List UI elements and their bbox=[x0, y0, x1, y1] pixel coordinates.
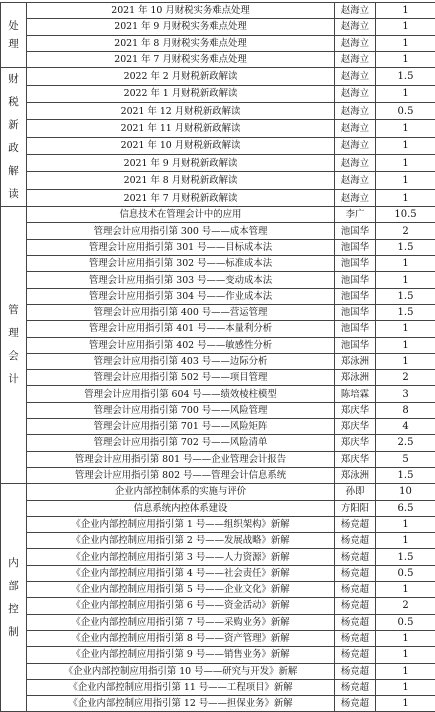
table-row bbox=[1, 223, 435, 239]
hours-cell: 6.5 bbox=[376, 500, 435, 516]
hours-cell: 1 bbox=[376, 51, 435, 67]
course-name-cell: 2022 年 2 月财税新政解读 bbox=[27, 68, 335, 85]
table-row bbox=[1, 239, 435, 255]
teacher-cell: 赵海立 bbox=[335, 51, 376, 67]
course-name-cell: 《企业内部控制应用指引第 6 号——资金活动》新解 bbox=[27, 598, 335, 614]
teacher-cell: 赵海立 bbox=[335, 3, 376, 19]
hours-cell: 1.5 bbox=[376, 288, 435, 304]
hours-cell: 10.5 bbox=[376, 207, 435, 223]
course-name-cell: 《企业内部控制应用指引第 2 号——发展战略》新解 bbox=[27, 533, 335, 549]
course-name-cell: 2021 年 9 月财税新政解读 bbox=[27, 155, 335, 172]
hours-cell: 5 bbox=[376, 451, 435, 467]
table-row bbox=[1, 102, 435, 119]
category-label: 内部控制 bbox=[8, 552, 19, 644]
course-name-cell: 管理会计应用指引第 701 号——风险矩阵 bbox=[27, 419, 335, 435]
hours-cell: 1 bbox=[376, 630, 435, 646]
course-name-cell: 2021 年 7 月财税实务难点处理 bbox=[27, 51, 335, 67]
course-name-cell: 2021 年 10 月财税实务难点处理 bbox=[27, 3, 335, 19]
teacher-cell: 赵海立 bbox=[335, 85, 376, 102]
teacher-cell: 杨竞超 bbox=[335, 582, 376, 598]
course-name-cell: 管理会计应用指引第 304 号——作业成本法 bbox=[27, 288, 335, 304]
hours-cell: 1 bbox=[376, 137, 435, 154]
teacher-cell: 池国华 bbox=[335, 337, 376, 353]
category-cell bbox=[1, 68, 27, 207]
course-name-cell: 管理会计应用指引第 300 号——成本管理 bbox=[27, 223, 335, 239]
hours-cell: 2 bbox=[376, 598, 435, 614]
table-row bbox=[1, 598, 435, 614]
category-label: 管理会计 bbox=[8, 299, 19, 391]
course-name-cell: 管理会计应用指引第 400 号——营运管理 bbox=[27, 304, 335, 320]
hours-cell: 0.5 bbox=[376, 614, 435, 630]
table-row bbox=[1, 68, 435, 85]
teacher-cell: 郑庆华 bbox=[335, 402, 376, 418]
hours-cell: 1 bbox=[376, 155, 435, 172]
table-row bbox=[1, 484, 435, 500]
table-row bbox=[1, 137, 435, 154]
table-row bbox=[1, 467, 435, 483]
course-name-cell: 《企业内部控制应用指引第 3 号——人力资源》新解 bbox=[27, 549, 335, 565]
table-row bbox=[1, 500, 435, 516]
course-name-cell: 《企业内部控制应用指引第 5 号——企业文化》新解 bbox=[27, 582, 335, 598]
course-name-cell: 管理会计应用指引第 302 号——标准成本法 bbox=[27, 256, 335, 272]
hours-cell: 2.5 bbox=[376, 435, 435, 451]
hours-cell: 1 bbox=[376, 85, 435, 102]
table-row bbox=[1, 614, 435, 630]
course-name-cell: 2021 年 10 月财税新政解读 bbox=[27, 137, 335, 154]
course-name-cell: 管理会计应用指引第 700 号——风险管理 bbox=[27, 402, 335, 418]
course-name-cell: 信息系统内控体系建设 bbox=[27, 500, 335, 516]
teacher-cell: 杨竞超 bbox=[335, 696, 376, 712]
table-row bbox=[1, 549, 435, 565]
teacher-cell: 方阳阳 bbox=[335, 500, 376, 516]
table-row bbox=[1, 565, 435, 581]
hours-cell: 0.5 bbox=[376, 565, 435, 581]
teacher-cell: 赵海立 bbox=[335, 137, 376, 154]
teacher-cell: 池国华 bbox=[335, 223, 376, 239]
hours-cell: 1.5 bbox=[376, 549, 435, 565]
table-row bbox=[1, 207, 435, 223]
course-name-cell: 《企业内部控制应用指引第 4 号——社会责任》新解 bbox=[27, 565, 335, 581]
hours-cell: 1 bbox=[376, 696, 435, 712]
teacher-cell: 池国华 bbox=[335, 321, 376, 337]
category-cell bbox=[1, 3, 27, 68]
hours-cell: 1 bbox=[376, 353, 435, 369]
hours-cell: 1 bbox=[376, 120, 435, 137]
table-row bbox=[1, 663, 435, 679]
course-name-cell: 管理会计应用指引第 802 号——管理会计信息系统 bbox=[27, 467, 335, 483]
table-row bbox=[1, 419, 435, 435]
teacher-cell: 赵海立 bbox=[335, 172, 376, 189]
hours-cell: 1 bbox=[376, 321, 435, 337]
table-row bbox=[1, 402, 435, 418]
hours-cell: 1 bbox=[376, 533, 435, 549]
table-row bbox=[1, 679, 435, 695]
table-row bbox=[1, 35, 435, 51]
course-name-cell: 管理会计应用指引第 401 号——本量利分析 bbox=[27, 321, 335, 337]
hours-cell: 1 bbox=[376, 647, 435, 663]
hours-cell: 3 bbox=[376, 386, 435, 402]
table-row bbox=[1, 120, 435, 137]
table-row bbox=[1, 85, 435, 102]
hours-cell: 1 bbox=[376, 3, 435, 19]
teacher-cell: 杨竞超 bbox=[335, 647, 376, 663]
teacher-cell: 杨竞超 bbox=[335, 516, 376, 532]
table-row bbox=[1, 172, 435, 189]
teacher-cell: 郑泳洲 bbox=[335, 467, 376, 483]
category-label: 财税新政解读 bbox=[8, 68, 19, 206]
course-name-cell: 管理会计应用指引第 402 号——敏感性分析 bbox=[27, 337, 335, 353]
teacher-cell: 池国华 bbox=[335, 304, 376, 320]
course-table-body bbox=[1, 3, 435, 712]
course-name-cell: 2021 年 8 月财税新政解读 bbox=[27, 172, 335, 189]
hours-cell: 8 bbox=[376, 402, 435, 418]
hours-cell: 10 bbox=[376, 484, 435, 500]
teacher-cell: 陈培霖 bbox=[335, 386, 376, 402]
table-row bbox=[1, 272, 435, 288]
teacher-cell: 杨竞超 bbox=[335, 549, 376, 565]
table-row bbox=[1, 51, 435, 67]
teacher-cell: 池国华 bbox=[335, 272, 376, 288]
category-cell bbox=[1, 207, 27, 484]
hours-cell: 1 bbox=[376, 337, 435, 353]
course-name-cell: 2021 年 9 月财税实务难点处理 bbox=[27, 19, 335, 35]
course-name-cell: 管理会计应用指引第 301 号——目标成本法 bbox=[27, 239, 335, 255]
table-row bbox=[1, 696, 435, 712]
table-row bbox=[1, 19, 435, 35]
course-name-cell: 《企业内部控制应用指引第 7 号——采购业务》新解 bbox=[27, 614, 335, 630]
table-row bbox=[1, 533, 435, 549]
course-name-cell: 2021 年 12 月财税新政解读 bbox=[27, 102, 335, 119]
teacher-cell: 李广 bbox=[335, 207, 376, 223]
hours-cell: 1.5 bbox=[376, 239, 435, 255]
teacher-cell: 郑泳洲 bbox=[335, 370, 376, 386]
hours-cell: 1 bbox=[376, 516, 435, 532]
teacher-cell: 赵海立 bbox=[335, 68, 376, 85]
teacher-cell: 赵海立 bbox=[335, 35, 376, 51]
teacher-cell: 赵海立 bbox=[335, 102, 376, 119]
hours-cell: 1 bbox=[376, 35, 435, 51]
table-row bbox=[1, 189, 435, 206]
course-table bbox=[0, 2, 435, 712]
hours-cell: 1 bbox=[376, 679, 435, 695]
table-row bbox=[1, 370, 435, 386]
course-name-cell: 管理会计应用指引第 502 号——项目管理 bbox=[27, 370, 335, 386]
course-name-cell: 管理会计应用指引第 702 号——风险清单 bbox=[27, 435, 335, 451]
teacher-cell: 杨竞超 bbox=[335, 565, 376, 581]
hours-cell: 1 bbox=[376, 582, 435, 598]
table-row bbox=[1, 582, 435, 598]
table-row bbox=[1, 435, 435, 451]
course-name-cell: 管理会计应用指引第 801 号——企业管理会计报告 bbox=[27, 451, 335, 467]
category-label: 处理 bbox=[8, 17, 19, 53]
hours-cell: 1 bbox=[376, 272, 435, 288]
teacher-cell: 赵海立 bbox=[335, 19, 376, 35]
hours-cell: 1 bbox=[376, 663, 435, 679]
hours-cell: 2 bbox=[376, 370, 435, 386]
teacher-cell: 池国华 bbox=[335, 288, 376, 304]
hours-cell: 1 bbox=[376, 19, 435, 35]
teacher-cell: 杨竞超 bbox=[335, 663, 376, 679]
hours-cell: 1.5 bbox=[376, 467, 435, 483]
course-name-cell: 企业内部控制体系的实施与评价 bbox=[27, 484, 335, 500]
teacher-cell: 郑泳洲 bbox=[335, 353, 376, 369]
hours-cell: 1 bbox=[376, 256, 435, 272]
course-name-cell: 2021 年 8 月财税实务难点处理 bbox=[27, 35, 335, 51]
hours-cell: 0.5 bbox=[376, 102, 435, 119]
course-name-cell: 管理会计应用指引第 303 号——变动成本法 bbox=[27, 272, 335, 288]
course-name-cell: 《企业内部控制应用指引第 9 号——销售业务》新解 bbox=[27, 647, 335, 663]
course-name-cell: 《企业内部控制应用指引第 8 号——资产管理》新解 bbox=[27, 630, 335, 646]
table-row bbox=[1, 647, 435, 663]
teacher-cell: 池国华 bbox=[335, 239, 376, 255]
table-row bbox=[1, 155, 435, 172]
teacher-cell: 杨竞超 bbox=[335, 679, 376, 695]
table-row bbox=[1, 386, 435, 402]
teacher-cell: 赵海立 bbox=[335, 120, 376, 137]
teacher-cell: 郑庆华 bbox=[335, 435, 376, 451]
table-row bbox=[1, 256, 435, 272]
table-row bbox=[1, 304, 435, 320]
hours-cell: 1.5 bbox=[376, 68, 435, 85]
hours-cell: 1.5 bbox=[376, 304, 435, 320]
hours-cell: 2 bbox=[376, 223, 435, 239]
hours-cell: 1 bbox=[376, 189, 435, 206]
course-name-cell: 信息技术在管理会计中的应用 bbox=[27, 207, 335, 223]
teacher-cell: 杨竞超 bbox=[335, 630, 376, 646]
course-name-cell: 《企业内部控制应用指引第 11 号——工程项目》新解 bbox=[27, 679, 335, 695]
table-row bbox=[1, 353, 435, 369]
teacher-cell: 孙即 bbox=[335, 484, 376, 500]
table-row bbox=[1, 337, 435, 353]
table-row bbox=[1, 321, 435, 337]
category-cell bbox=[1, 484, 27, 712]
table-row bbox=[1, 630, 435, 646]
teacher-cell: 池国华 bbox=[335, 256, 376, 272]
teacher-cell: 杨竞超 bbox=[335, 614, 376, 630]
course-name-cell: 《企业内部控制应用指引第 12 号——担保业务》新解 bbox=[27, 696, 335, 712]
teacher-cell: 赵海立 bbox=[335, 189, 376, 206]
teacher-cell: 郑庆华 bbox=[335, 451, 376, 467]
course-name-cell: 2022 年 1 月财税新政解读 bbox=[27, 85, 335, 102]
hours-cell: 1 bbox=[376, 172, 435, 189]
teacher-cell: 杨竞超 bbox=[335, 598, 376, 614]
teacher-cell: 赵海立 bbox=[335, 155, 376, 172]
course-name-cell: 《企业内部控制应用指引第 1 号——组织架构》新解 bbox=[27, 516, 335, 532]
hours-cell: 4 bbox=[376, 419, 435, 435]
course-name-cell: 2021 年 11 月财税新政解读 bbox=[27, 120, 335, 137]
table-row bbox=[1, 3, 435, 19]
course-name-cell: 管理会计应用指引第 403 号——边际分析 bbox=[27, 353, 335, 369]
table-row bbox=[1, 516, 435, 532]
teacher-cell: 杨竞超 bbox=[335, 533, 376, 549]
course-name-cell: 管理会计应用指引第 604 号——绩效棱柱模型 bbox=[27, 386, 335, 402]
course-name-cell: 《企业内部控制应用指引第 10 号——研究与开发》新解 bbox=[27, 663, 335, 679]
teacher-cell: 郑庆华 bbox=[335, 419, 376, 435]
table-row bbox=[1, 451, 435, 467]
course-name-cell: 2021 年 7 月财税新政解读 bbox=[27, 189, 335, 206]
table-row bbox=[1, 288, 435, 304]
